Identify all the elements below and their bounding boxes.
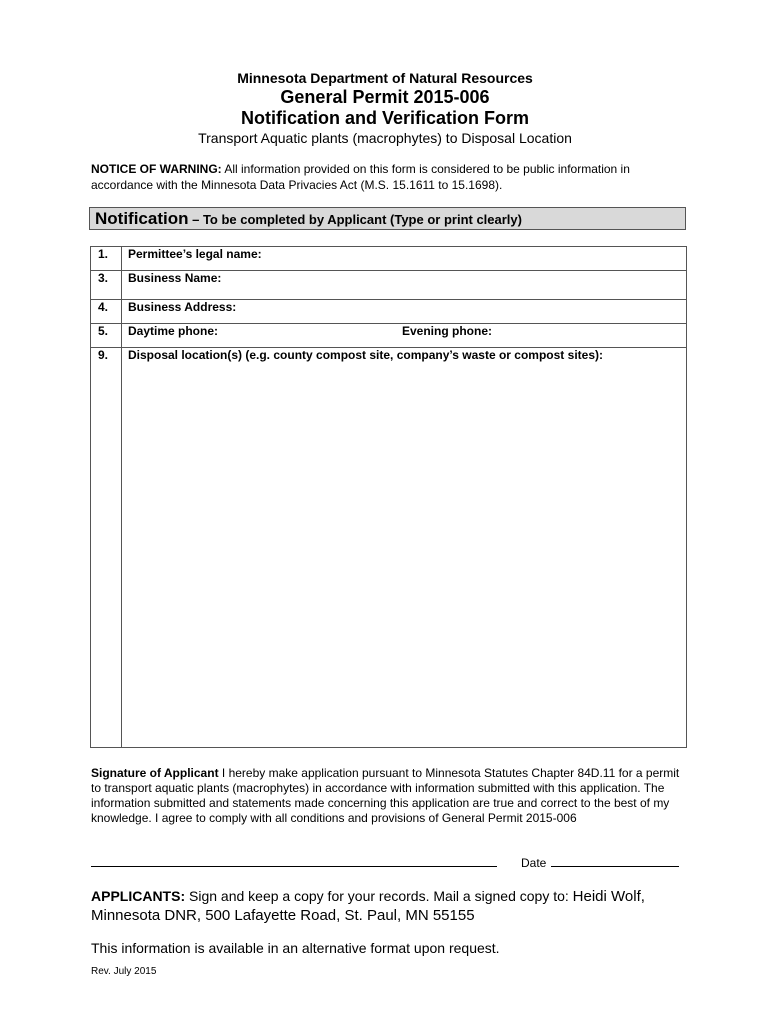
row-number: 3. — [91, 271, 122, 300]
evening-phone-label: Evening phone: — [402, 324, 492, 338]
form-title: Notification and Verification Form — [240, 108, 530, 128]
applicants-text: Sign and keep a copy for your records. Mail a signed copy to: — [185, 888, 573, 904]
date-label: Date — [521, 856, 547, 870]
disposal-location-field[interactable]: Disposal location(s) (e.g. county compost site, company’s waste or compost sites): — [122, 348, 687, 748]
permit-title: General Permit 2015-006 — [280, 87, 490, 107]
business-address-field[interactable]: Business Address: — [122, 300, 687, 324]
notification-header — [89, 207, 686, 230]
notification-subtitle: – To be completed by Applicant (Type or print clearly) — [188, 212, 522, 227]
form-subtitle: Transport Aquatic plants (macrophytes) to Disposal Location — [198, 130, 572, 146]
warning-text: All information provided on this form is considered to be public information in accordance with the Minnesota Data Privacies Act (M.S. 15.1611 to 15.1698). — [91, 162, 630, 192]
signature-line[interactable] — [91, 866, 497, 867]
row-disposal-location — [91, 348, 687, 748]
mailing-address: Minnesota DNR, 500 Lafayette Road, St. Paul, MN 55155 — [91, 907, 475, 924]
signature-label: Signature of Applicant — [91, 766, 219, 780]
alt-format-note: This information is available in an alternative format upon request. — [91, 940, 500, 956]
daytime-phone-label: Daytime phone: — [128, 324, 219, 338]
row-number: 5. — [91, 324, 122, 348]
row-number: 9. — [91, 348, 122, 748]
business-name-field[interactable]: Business Name: — [122, 271, 687, 300]
agency-name: Minnesota Department of Natural Resources — [237, 70, 533, 86]
applicants-instructions — [91, 887, 691, 925]
row-phone — [91, 324, 687, 348]
phone-cell[interactable] — [122, 324, 687, 348]
row-number: 4. — [91, 300, 122, 324]
notice-of-warning — [91, 161, 691, 193]
date-line[interactable] — [551, 866, 679, 867]
signature-text: I hereby make application pursuant to Minnesota Statutes Chapter 84D.11 for a permit to transport aquatic plants (macrophytes) in accordance with information submitted with this application. The information submitted and statements made concerning this application are true and correct to the best of my knowledge. — [91, 766, 680, 825]
contact-name: Heidi Wolf, — [572, 888, 645, 905]
signature-statement — [91, 766, 686, 826]
signature-agreement: I agree to comply with all conditions and provisions of General Permit 2015-006 — [151, 811, 577, 825]
revision-date: Rev. July 2015 — [91, 966, 157, 977]
warning-label: NOTICE OF WARNING: — [91, 162, 222, 176]
row-business-name — [91, 271, 687, 300]
row-legal-name — [91, 247, 687, 271]
applicants-label: APPLICANTS: — [91, 888, 186, 904]
legal-name-field[interactable]: Permittee’s legal name: — [122, 247, 687, 271]
applicant-form-table — [90, 246, 687, 748]
notification-title: Notification — [95, 209, 189, 228]
row-number: 1. — [91, 247, 122, 271]
row-business-address — [91, 300, 687, 324]
